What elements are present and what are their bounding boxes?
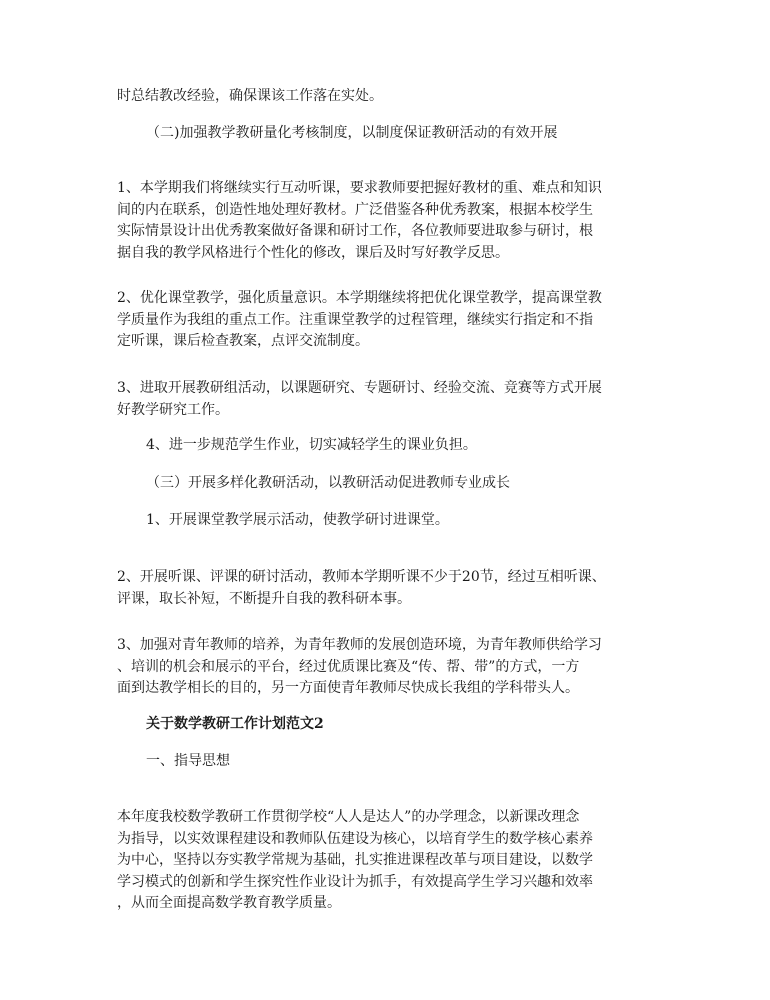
paragraph-9 xyxy=(117,567,662,610)
paragraph-4 xyxy=(117,288,662,353)
text-line: 间的内在联系，创造性地处理好教材。广泛借鉴各种优秀教案，根据本校学生 xyxy=(117,201,593,218)
text-line: 时总结教改经验，确保课该工作落在实处。 xyxy=(117,88,383,104)
text-line: ，从而全面提高数学教育教学质量。 xyxy=(117,895,341,911)
text-line: 本年度我校数学教研工作贯彻学校“人人是达人”的办学理念，以新课改理念 xyxy=(117,809,580,825)
text-line: （三）开展多样化教研活动，以教研活动促进教师专业成长 xyxy=(146,475,510,491)
text-line: （二)加强教学教研量化考核制度，以制度保证教研活动的有效开展 xyxy=(146,125,558,141)
text-line: 3、进取开展教研组活动，以课题研究、专题研讨、经验交流、竞赛等方式开展 xyxy=(117,380,602,396)
paragraph-1 xyxy=(117,86,662,108)
text-line: 3、加强对青年教师的培养，为青年教师的发展创造环境，为青年教师供给学习 xyxy=(117,637,602,653)
text-line: 为指导，以实效课程建设和教师队伍建设为核心，以培育学生的数学核心素养 xyxy=(117,830,593,847)
text-line: 实际情景设计出优秀教案做好备课和研讨工作，各位教师要进取参与研讨，根 xyxy=(117,223,593,239)
text-line: 据自我的教学风格进行个性化的修改，课后及时写好教学反思。 xyxy=(117,244,509,261)
text-line: 1、本学期我们将继续实行互动听课，要求教师要把握好教材的重、难点和知识 xyxy=(117,180,602,196)
paragraph-10 xyxy=(117,635,662,700)
paragraph-13 xyxy=(117,807,662,915)
text-line: 为中心，坚持以夯实教学常规为基础，扎实推进课程改革与项目建设，以数学 xyxy=(117,852,593,868)
text-line: 关于数学教研工作计划范文2 xyxy=(146,716,324,732)
text-line: 评课，取长补短，不断提升自我的教科研本事。 xyxy=(117,590,411,607)
text-line: 一、指导思想 xyxy=(146,753,230,769)
paragraph-8 xyxy=(146,510,691,532)
text-line: 2、优化课堂教学，强化质量意识。本学期继续将把优化课堂教学，提高课堂教 xyxy=(117,290,602,306)
text-line: 定听课，课后检查教案，点评交流制度。 xyxy=(117,333,369,349)
text-line: 面到达教学相长的目的，另一方面使青年教师尽快成长我组的学科带头人。 xyxy=(117,680,579,696)
section-heading-3 xyxy=(146,473,691,495)
article-title xyxy=(146,714,691,736)
text-line: 学习模式的创新和学生探究性作业设计为抓手，有效提高学生学习兴趣和效率 xyxy=(117,873,593,890)
text-line: 4、进一步规范学生作业，切实减轻学生的课业负担。 xyxy=(146,437,477,453)
section-heading-2 xyxy=(146,123,691,145)
text-line: 学质量作为我组的重点工作。注重课堂教学的过程管理，继续实行指定和不指 xyxy=(117,311,593,328)
paragraph-6 xyxy=(146,435,691,457)
paragraph-5 xyxy=(117,378,662,421)
text-line: 、培训的机会和展示的平台，经过优质课比赛及“传、帮、带”的方式，一方 xyxy=(117,658,580,675)
text-line: 1、开展课堂教学展示活动，使教学研讨进课堂。 xyxy=(146,512,449,528)
text-line: 好教学研究工作。 xyxy=(117,401,229,418)
text-line: 2、开展听课、评课的研讨活动，教师本学期听课不少于20节，经过互相听课、 xyxy=(117,569,606,585)
section-heading-guiding xyxy=(146,751,691,773)
paragraph-3 xyxy=(117,178,662,264)
